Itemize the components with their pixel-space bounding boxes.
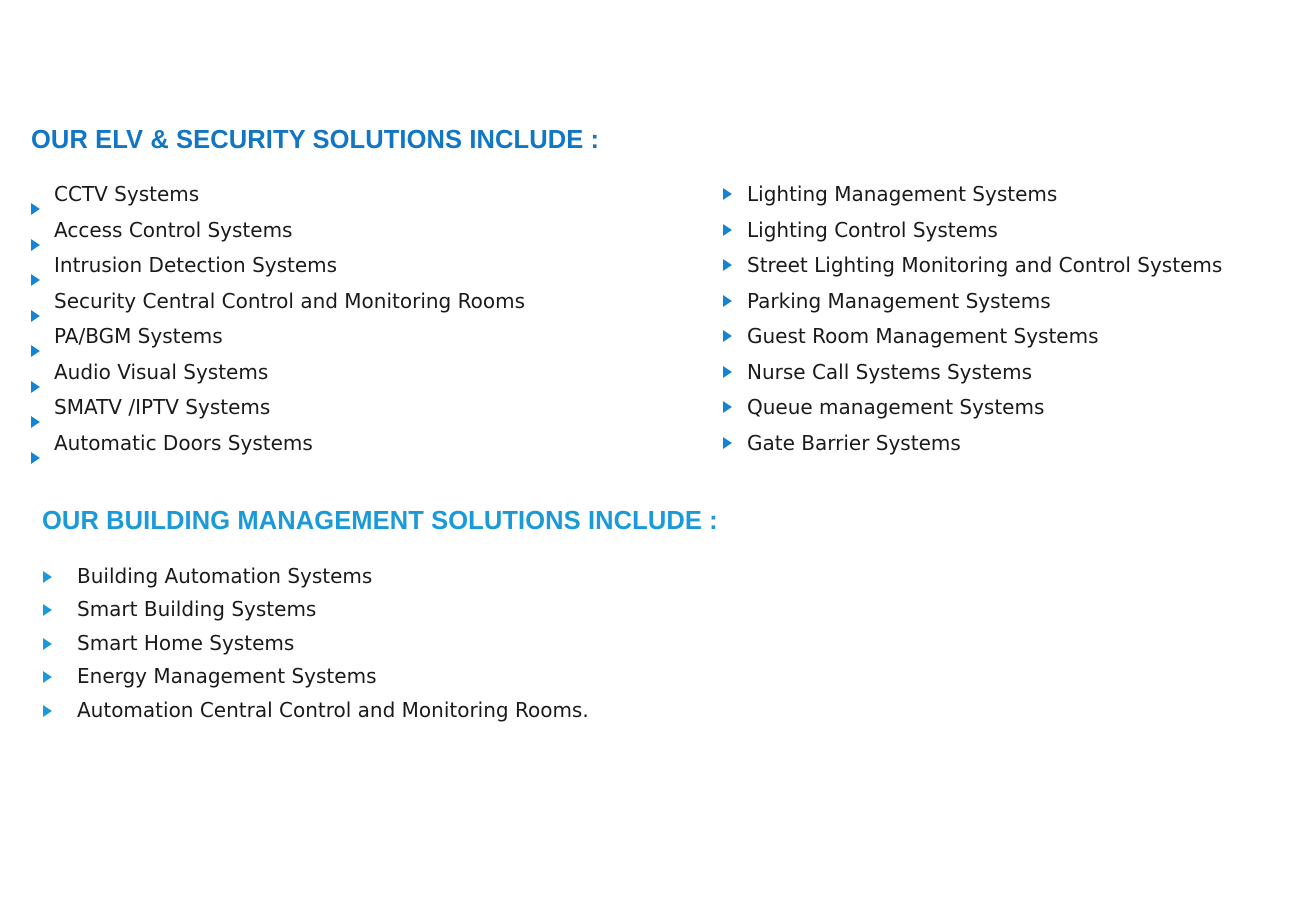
list-item	[31, 218, 671, 254]
list-item	[31, 395, 671, 431]
list-item	[723, 324, 1283, 360]
triangle-right-icon	[723, 224, 732, 236]
list-item-label: CCTV Systems	[54, 182, 200, 206]
list-item-label: Street Lighting Monitoring and Control Systems	[747, 253, 1223, 277]
list-item	[723, 431, 1283, 467]
list-item	[723, 289, 1283, 325]
list-item-label: Audio Visual Systems	[54, 360, 269, 384]
list-item-label: PA/BGM Systems	[54, 324, 223, 348]
triangle-right-icon	[43, 705, 52, 717]
triangle-right-icon	[31, 203, 40, 215]
triangle-right-icon	[31, 345, 40, 357]
triangle-right-icon	[31, 310, 40, 322]
triangle-right-icon	[43, 671, 52, 683]
building-management-heading: OUR BUILDING MANAGEMENT SOLUTIONS INCLUDE :	[42, 507, 718, 535]
triangle-right-icon	[31, 381, 40, 393]
list-item-label: Parking Management Systems	[747, 289, 1051, 313]
list-item	[43, 631, 743, 665]
list-item	[31, 289, 671, 325]
elv-security-heading: OUR ELV & SECURITY SOLUTIONS INCLUDE :	[31, 126, 600, 154]
list-item	[31, 324, 671, 360]
triangle-right-icon	[723, 366, 732, 378]
triangle-right-icon	[43, 571, 52, 583]
list-item-label: Queue management Systems	[747, 395, 1045, 419]
list-item	[31, 431, 671, 467]
list-item-label: Building Automation Systems	[77, 564, 373, 588]
triangle-right-icon	[43, 604, 52, 616]
list-item	[723, 182, 1283, 218]
list-item-label: Smart Home Systems	[77, 631, 295, 655]
list-item-label: Gate Barrier Systems	[747, 431, 961, 455]
list-item-label: Automatic Doors Systems	[54, 431, 313, 455]
triangle-right-icon	[43, 638, 52, 650]
elv-security-list-right	[723, 182, 1283, 482]
triangle-right-icon	[723, 401, 732, 413]
list-item	[43, 597, 743, 631]
list-item	[31, 253, 671, 289]
triangle-right-icon	[723, 188, 732, 200]
triangle-right-icon	[31, 274, 40, 286]
elv-security-list-left	[31, 182, 671, 482]
list-item	[43, 698, 743, 732]
triangle-right-icon	[723, 295, 732, 307]
list-item-label: Smart Building Systems	[77, 597, 317, 621]
list-item-label: Lighting Management Systems	[747, 182, 1058, 206]
triangle-right-icon	[723, 437, 732, 449]
list-item-label: Nurse Call Systems Systems	[747, 360, 1032, 384]
list-item-label: Automation Central Control and Monitoring Rooms.	[77, 698, 589, 722]
list-item-label: Access Control Systems	[54, 218, 293, 242]
list-item-label: Intrusion Detection Systems	[54, 253, 338, 277]
triangle-right-icon	[31, 452, 40, 464]
list-item	[723, 360, 1283, 396]
list-item-label: Lighting Control Systems	[747, 218, 998, 242]
list-item-label: Security Central Control and Monitoring Rooms	[54, 289, 525, 313]
list-item	[43, 664, 743, 698]
list-item-label: SMATV /IPTV Systems	[54, 395, 271, 419]
list-item-label: Energy Management Systems	[77, 664, 377, 688]
list-item	[723, 218, 1283, 254]
list-item	[43, 564, 743, 598]
list-item-label: Guest Room Management Systems	[747, 324, 1099, 348]
triangle-right-icon	[31, 239, 40, 251]
triangle-right-icon	[723, 330, 732, 342]
list-item	[31, 182, 671, 218]
list-item	[723, 253, 1283, 289]
list-item	[723, 395, 1283, 431]
list-item	[31, 360, 671, 396]
triangle-right-icon	[31, 416, 40, 428]
building-management-list	[43, 564, 743, 744]
triangle-right-icon	[723, 259, 732, 271]
